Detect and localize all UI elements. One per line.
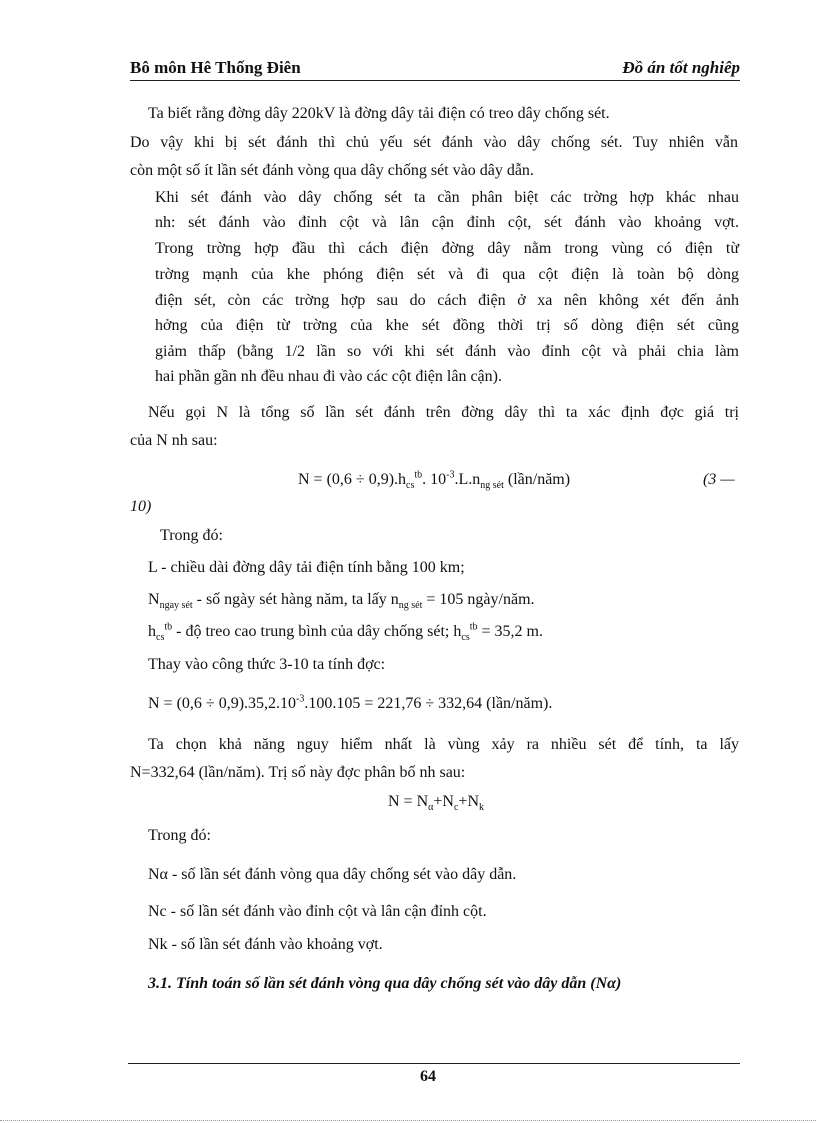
where-label-1: Trong đó: — [160, 527, 223, 544]
paragraph-4-line-1: Ta chọn khả năng nguy hiểm nhất là vùng xảy ra nhiều sét để tính, ta lấy — [148, 736, 739, 753]
eq3-part-b: +N — [433, 793, 454, 810]
def3-sub2: cs — [461, 632, 470, 644]
paragraph-2-line-8: hai phần gần nh đều nhau đi vào các cột điện lân cận). — [155, 368, 502, 385]
li1-text: - số lần sét đánh vòng qua dây chống sét vào dây dẫn. — [167, 866, 517, 883]
paragraph-3-line-2: của N nh sau: — [130, 432, 218, 449]
eq2-sup: -3 — [296, 693, 305, 705]
paragraph-2-line-4: trờng mạnh của khe phóng điện sét và đi qua cột điện là toàn bộ dòng — [155, 266, 739, 283]
paragraph-3-line-1: Nếu gọi N là tổng số lần sét đánh trên đờng dây thì ta xác định đợc giá trị — [148, 404, 739, 421]
eq1-part-c: .L.n — [454, 471, 481, 488]
equation-result — [148, 694, 552, 714]
paragraph-2-line-7: giảm thấp (bằng 1/2 lần so với khi sét đánh vào đỉnh cột và phải chia làm — [155, 343, 739, 360]
li2-text: - số lần sét đánh vào đỉnh cột và lân cận đỉnh cột. — [166, 903, 487, 920]
eq2-part-b: .100.105 = 221,76 ÷ 332,64 (lần/năm). — [304, 695, 553, 712]
paragraph-2-line-5: điện sét, còn các trờng hợp sau do cách điện ở xa nên không xét đến ảnh — [155, 292, 739, 309]
page-header — [130, 58, 740, 81]
def3-sup: tb — [164, 621, 173, 633]
paragraph-1-line-3: còn một số ít lần sét đánh vòng qua dây chống sét vào dây dẫn. — [130, 162, 534, 179]
eq3-sub-c: c — [453, 802, 459, 814]
eq1-part-a: N = (0,6 ÷ 0,9).h — [298, 471, 407, 488]
eq3-sub-k: k — [479, 802, 484, 814]
equation-number-part-1: (3 — — [703, 471, 735, 488]
list-item-nalpha — [148, 865, 516, 885]
paragraph-2-line-2: nh: sét đánh vào đỉnh cột và lân cận đỉnh cột, sét đánh vào khoảng vợt. — [155, 214, 739, 231]
li2-symbol: Nc — [148, 903, 167, 920]
paragraph-1-line-2: Do vậy khi bị sét đánh thì chủ yếu sét đánh vào dây chống sét. Tuy nhiên vẫn — [130, 134, 738, 151]
header-department: Bô môn Hê Thống Điên — [130, 58, 301, 77]
section-heading: 3.1. Tính toán số lần sét đánh vòng qua dây chống sét vào dây dẫn (Nα) — [148, 975, 622, 992]
def2-text: - số ngày sét hàng năm, ta lấy n — [192, 591, 399, 608]
eq1-part-b: . 10 — [422, 471, 447, 488]
equation-sum — [388, 792, 484, 812]
eq2-part-a: N = (0,6 ÷ 0,9).35,2.10 — [148, 695, 297, 712]
eq1-sub-cs: cs — [406, 480, 415, 492]
equation-lightning-count — [298, 470, 570, 490]
li3-text: - số lần sét đánh vào khoảng vợt. — [167, 936, 383, 953]
eq3-part-a: N = N — [388, 793, 429, 810]
eq1-sup-tb: tb — [414, 469, 423, 481]
paragraph-2-line-3: Trong trờng hợp đầu thì cách điện đờng dây nằm trong vùng có điện từ — [155, 240, 739, 257]
li3-symbol: Nk — [148, 936, 168, 953]
def2-sub2: ng sét — [398, 600, 423, 612]
paragraph-2-line-6: hởng của điện từ trờng của khe sét đồng thời trị số dòng điện sét cũng — [155, 317, 739, 334]
def3-text: - độ treo cao trung bình của dây chống sét; h — [172, 623, 462, 640]
definition-hcs — [148, 622, 543, 642]
paragraph-4-line-2: N=332,64 (lần/năm). Trị số này đợc phân bố nh sau: — [130, 764, 466, 781]
list-item-nk — [148, 935, 383, 955]
definition-L: L - chiều dài đờng dây tải điện tính bằng 100 km; — [148, 559, 465, 576]
eq3-part-c: +N — [458, 793, 479, 810]
paragraph-1-line-1: Ta biết rằng đờng dây 220kV là đờng dây tải điện có treo dây chống sét. — [148, 105, 610, 122]
def2-value: = 105 ngày/năm. — [422, 591, 535, 608]
where-label-2: Trong đó: — [148, 827, 211, 844]
page-number: 64 — [420, 1068, 436, 1085]
def3-sub: cs — [156, 632, 165, 644]
def2-sub: ngay sét — [159, 600, 193, 612]
def3-value: = 35,2 m. — [477, 623, 543, 640]
def3-symbol: h — [148, 623, 156, 640]
list-item-nc — [148, 902, 487, 922]
footer-divider — [128, 1063, 740, 1064]
definition-Nngaysets — [148, 590, 535, 610]
substitution-text: Thay vào công thức 3-10 ta tính đợc: — [148, 656, 386, 673]
eq1-sub-ngset: ng sét — [480, 480, 504, 492]
paragraph-2-line-1: Khi sét đánh vào dây chống sét ta cần phân biệt các trờng hợp khác nhau — [155, 189, 739, 206]
eq1-part-d: (lần/năm) — [503, 471, 571, 488]
eq1-sup-exp: -3 — [446, 469, 455, 481]
li1-symbol: Nα — [148, 866, 168, 883]
header-doc-title: Đồ án tốt nghiêp — [622, 58, 740, 77]
equation-number-part-2: 10) — [130, 498, 152, 515]
def3-sup2: tb — [469, 621, 478, 633]
page-bottom-border — [0, 1120, 816, 1121]
def2-symbol: N — [148, 591, 160, 608]
eq3-sub-alpha: α — [428, 802, 434, 814]
